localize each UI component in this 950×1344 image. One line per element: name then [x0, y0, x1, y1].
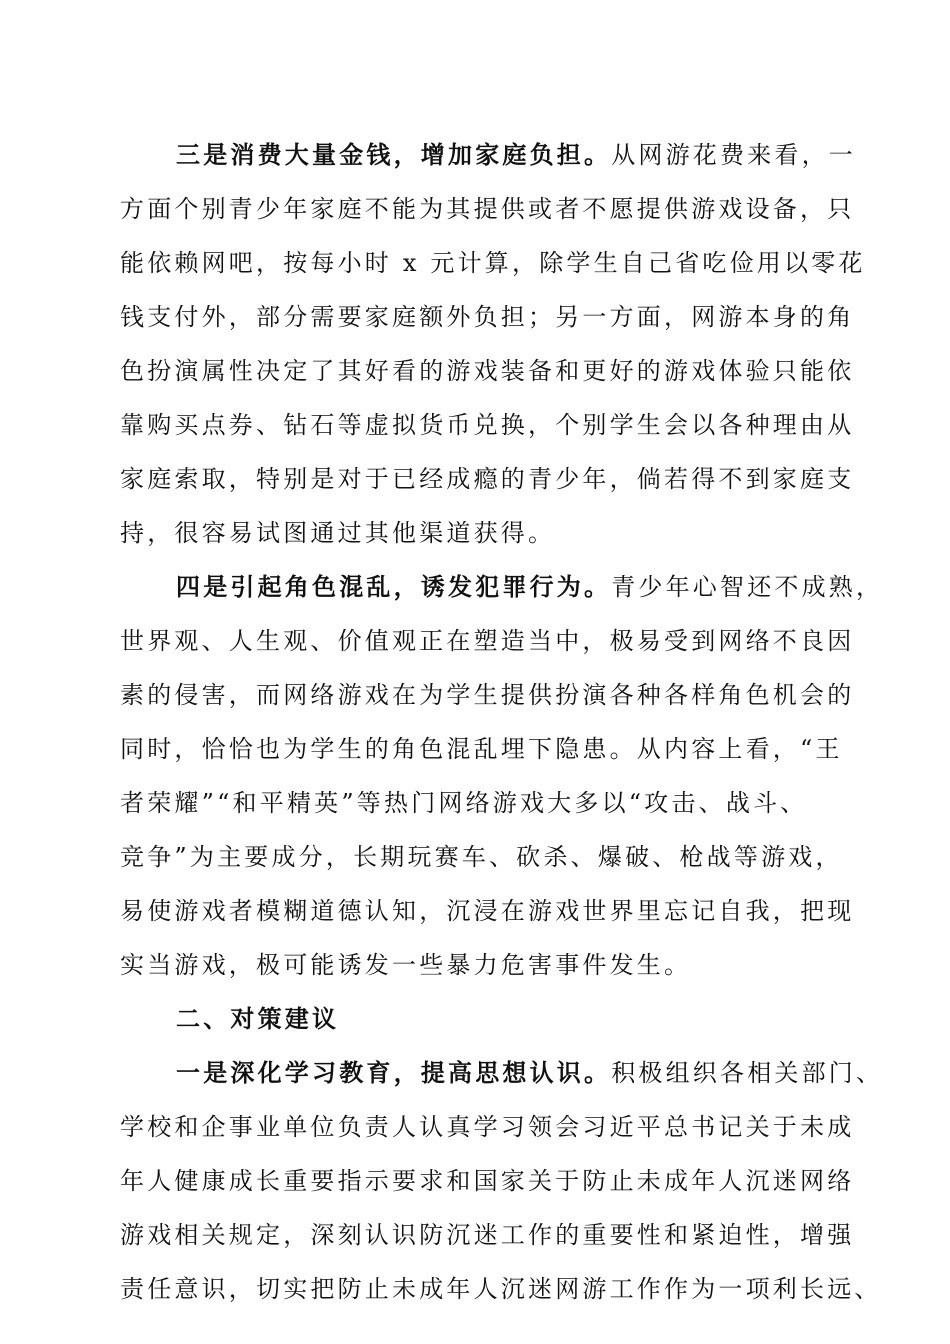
- text-line: 持，很容易试图通过其他渠道获得。: [120, 519, 556, 547]
- text-line: 学校和企事业单位负责人认真学习领会习近平总书记关于未成: [120, 1113, 855, 1141]
- text-line: 靠购买点券、钻石等虚拟货币兑换，个别学生会以各种理由从: [120, 411, 855, 439]
- paragraph-1-text: 从网游花费来看，一: [611, 141, 857, 169]
- text-line: 方面个别青少年家庭不能为其提供或者不愿提供游戏设备，只: [120, 195, 855, 223]
- text-line: 游戏相关规定，深刻认识防沉迷工作的重要性和紧迫性，增强: [120, 1221, 855, 1249]
- paragraph-1-lead: 三是消费大量金钱，增加家庭负担。: [176, 140, 612, 169]
- text-line: 世界观、人生观、价值观正在塑造当中，极易受到网络不良因: [120, 627, 855, 655]
- paragraph-2-text: 青少年心智还不成熟，: [611, 573, 884, 601]
- paragraph-2-lead: 四是引起角色混乱，诱发犯罪行为。: [176, 572, 612, 601]
- text-line: 素的侵害，而网络游戏在为学生提供扮演各种各样角色机会的: [120, 681, 855, 709]
- text-line: 者荣耀”“和平精英”等热门网络游戏大多以“攻击、战斗、: [120, 789, 808, 817]
- text-line: 实当游戏，极可能诱发一些暴力危害事件发生。: [120, 951, 692, 979]
- section-heading: 二、对策建议: [176, 1005, 340, 1033]
- text-line: 责任意识，切实把防止未成年人沉迷网游工作作为一项利长远、: [120, 1275, 882, 1303]
- text-line: 竞争”为主要成分，长期玩赛车、砍杀、爆破、枪战等游戏，: [120, 843, 843, 871]
- paragraph-1-first-line: [120, 128, 857, 182]
- paragraph-2-first-line: [120, 560, 884, 614]
- text-line: 易使游戏者模糊道德认知，沉浸在游戏世界里忘记自我，把现: [120, 897, 855, 925]
- text-line: 家庭索取，特别是对于已经成瘾的青少年，倘若得不到家庭支: [120, 465, 855, 493]
- text-line: 色扮演属性决定了其好看的游戏装备和更好的游戏体验只能依: [120, 357, 855, 385]
- text-line: 钱支付外，部分需要家庭额外负担；另一方面，网游本身的角: [120, 303, 855, 331]
- text-line: 能依赖网吧，按每小时 x 元计算，除学生自己省吃俭用以零花: [120, 249, 866, 277]
- paragraph-3-first-line: [120, 1046, 884, 1100]
- text-line: 同时，恰恰也为学生的角色混乱埋下隐患。从内容上看，“王: [120, 735, 843, 763]
- paragraph-3-lead: 一是深化学习教育，提高思想认识。: [176, 1058, 612, 1087]
- paragraph-3-text: 积极组织各相关部门、: [611, 1059, 884, 1087]
- document-body: [120, 128, 884, 1316]
- text-line: 年人健康成长重要指示要求和国家关于防止未成年人沉迷网络: [120, 1167, 855, 1195]
